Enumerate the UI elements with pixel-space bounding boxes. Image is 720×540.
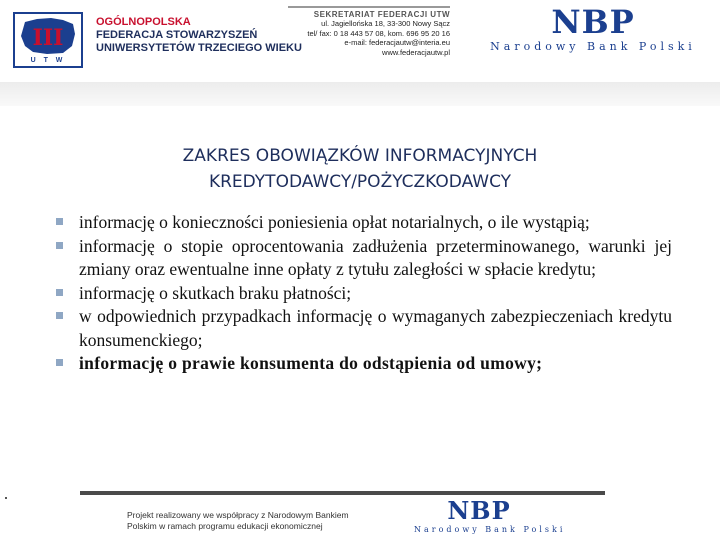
list-item — [56, 211, 672, 235]
header — [0, 0, 720, 80]
footer-note — [127, 510, 349, 532]
list-item-text: informację o skutkach braku płatności; — [79, 282, 352, 303]
nbp-logo-footer — [414, 496, 566, 534]
poland-map-icon — [17, 16, 79, 56]
title-line-2: KREDYTODAWCY/POŻYCZKODAWCY — [208, 172, 512, 192]
list-item — [56, 352, 672, 376]
obligations-list — [56, 211, 672, 376]
nbp-footer-subtitle: Narodowy Bank Polski — [414, 525, 566, 534]
header-band — [0, 82, 720, 106]
org-line-1: OGÓLNOPOLSKA — [96, 16, 191, 28]
nbp-logo-text: NBP — [551, 3, 635, 41]
nbp-subtitle: Narodowy Bank Polski — [490, 40, 696, 53]
org-line-3: UNIWERSYTETÓW TRZECIEGO WIEKU — [96, 42, 302, 54]
footer-divider — [80, 491, 605, 495]
secretariat-email: e-mail: federacjautw@interia.eu — [344, 38, 450, 47]
list-item-text: informację o prawie konsumenta do odstąpienia od umowy; — [79, 353, 543, 373]
list-item-text: informację o konieczności poniesienia opłat notarialnych, o ile wystąpią; — [79, 212, 590, 232]
square-bullet-icon — [56, 312, 63, 319]
list-item-text: informację o stopie oprocentowania zadłużenia przeterminowanego, warunki jej zmiany oraz ewentualne inne opłaty z tytułu zaległości w spłacie kredytu; — [79, 235, 672, 279]
page-dot — [5, 497, 7, 499]
title-line-1: ZAKRES OBOWIĄZKÓW INFORMACYJNYCH — [182, 146, 538, 166]
utw-logo — [13, 12, 83, 68]
nbp-logo-header — [478, 4, 708, 53]
list-item — [56, 235, 672, 282]
square-bullet-icon — [56, 242, 63, 249]
org-line-2: FEDERACJA STOWARZYSZEŃ — [96, 29, 258, 41]
footer-line-1: Projekt realizowany we współpracy z Narodowym Bankiem — [127, 510, 349, 520]
nbp-footer-logo-text: NBP — [447, 496, 511, 525]
utw-logo-text: U T W — [30, 57, 66, 64]
square-bullet-icon — [56, 218, 63, 225]
svg-text:III: III — [32, 25, 64, 51]
secretariat-address: ul. Jagiellońska 18, 33-300 Nowy Sącz — [321, 19, 450, 28]
organization-name — [96, 16, 302, 55]
list-item — [56, 282, 672, 306]
list-item-text: w odpowiednich przypadkach informację o wymaganych zabezpieczeniach kredytu konsumenckiego; — [79, 306, 672, 350]
secretariat-contact — [288, 6, 450, 57]
square-bullet-icon — [56, 289, 63, 296]
footer-line-2: Polskim w ramach programu edukacji ekonomicznej — [127, 521, 323, 531]
secretariat-title: SEKRETARIAT FEDERACJI UTW — [288, 6, 450, 19]
square-bullet-icon — [56, 359, 63, 366]
secretariat-phone: tel/ fax: 0 18 443 57 08, kom. 696 95 20 16 — [307, 28, 450, 38]
secretariat-website: www.federacjautw.pl — [382, 47, 450, 57]
page-title — [100, 143, 620, 195]
list-item — [56, 305, 672, 352]
